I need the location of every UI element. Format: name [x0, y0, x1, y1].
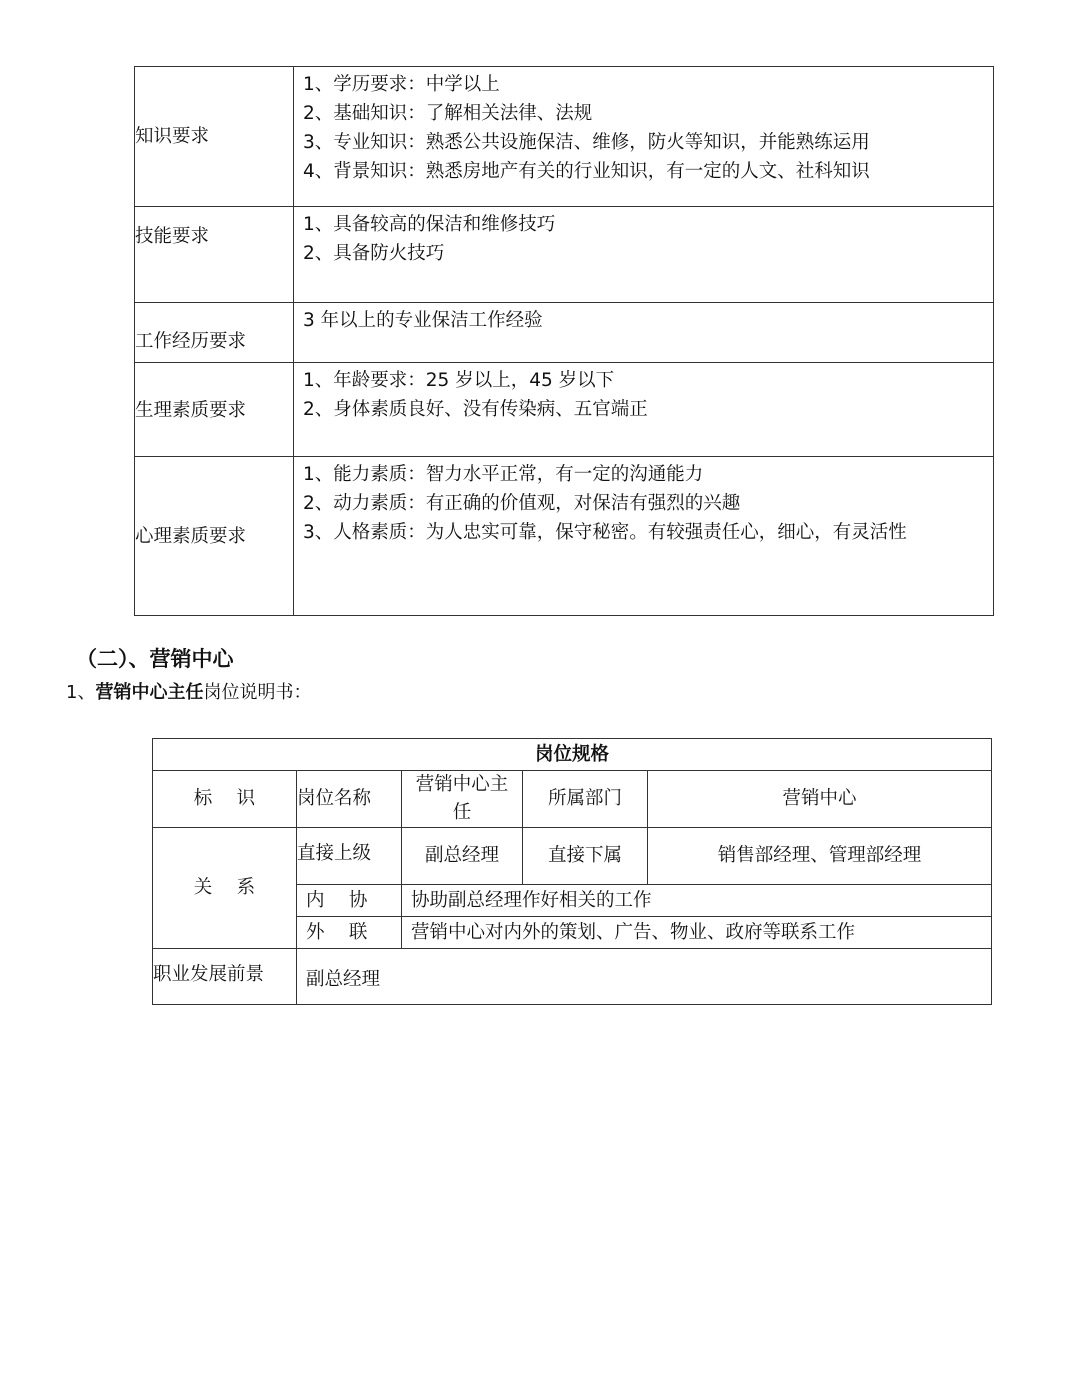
career-label: 职业发展前景 — [153, 949, 297, 1005]
spec-table — [152, 738, 992, 1005]
position-name-label: 岗位名称 — [297, 771, 402, 828]
table-row — [135, 67, 994, 207]
row-content-experience — [294, 303, 994, 363]
table-row — [135, 303, 994, 363]
superior-label: 直接上级 — [297, 828, 402, 885]
list-item: 1、能力素质：智力水平正常，有一定的沟通能力 — [303, 464, 704, 485]
section-heading: （二）、营销中心 — [76, 647, 234, 671]
department-value: 营销中心 — [648, 771, 992, 828]
row-label-skills: 技能要求 — [135, 207, 294, 303]
table-row — [135, 363, 994, 457]
row-content-physical — [294, 363, 994, 457]
list-item: 2、基础知识：了解相关法律、法规 — [303, 103, 593, 124]
requirements-table — [134, 66, 994, 616]
list-item: 2、身体素质良好、没有传染病、五官端正 — [303, 399, 648, 420]
department-label: 所属部门 — [523, 771, 648, 828]
table-row — [153, 949, 992, 1005]
row-label-physical: 生理素质要求 — [135, 363, 294, 457]
list-item: 1、具备较高的保洁和维修技巧 — [303, 214, 556, 235]
external-label: 外 联 — [297, 917, 402, 949]
subordinate-label: 直接下属 — [523, 828, 648, 885]
career-value: 副总经理 — [297, 949, 992, 1005]
sub-heading-suffix: 岗位说明书： — [203, 682, 312, 703]
sub-heading-bold: 营销中心主任 — [95, 682, 204, 703]
row-content-knowledge — [294, 67, 994, 207]
list-item: 1、年龄要求：25 岁以上，45 岁以下 — [303, 370, 615, 391]
subordinate-value: 销售部经理、管理部经理 — [648, 828, 992, 885]
spec-table-title: 岗位规格 — [153, 739, 992, 771]
list-item: 2、动力素质：有正确的价值观，对保洁有强烈的兴趣 — [303, 493, 741, 514]
external-value: 营销中心对内外的策划、广告、物业、政府等联系工作 — [402, 917, 992, 949]
list-item: 3、人格素质：为人忠实可靠，保守秘密。有较强责任心，细心，有灵活性 — [303, 522, 907, 543]
sub-heading — [66, 678, 311, 704]
identity-label: 标 识 — [153, 771, 297, 828]
row-content-skills — [294, 207, 994, 303]
relation-label: 关 系 — [153, 828, 297, 949]
sub-heading-prefix: 1、 — [66, 682, 96, 703]
internal-value: 协助副总经理作好相关的工作 — [402, 885, 992, 917]
table-row — [153, 828, 992, 885]
table-row — [135, 457, 994, 616]
row-label-psychological: 心理素质要求 — [135, 457, 294, 616]
row-content-psychological — [294, 457, 994, 616]
row-label-knowledge: 知识要求 — [135, 67, 294, 207]
table-row — [153, 739, 992, 771]
row-label-experience: 工作经历要求 — [135, 303, 294, 363]
table-row — [153, 771, 992, 828]
superior-value: 副总经理 — [402, 828, 523, 885]
position-name-value: 营销中心主任 — [402, 771, 523, 828]
list-item: 1、学历要求：中学以上 — [303, 74, 500, 95]
list-item: 3 年以上的专业保洁工作经验 — [303, 310, 543, 331]
list-item: 4、背景知识：熟悉房地产有关的行业知识，有一定的人文、社科知识 — [303, 161, 870, 182]
internal-label: 内 协 — [297, 885, 402, 917]
list-item: 2、具备防火技巧 — [303, 243, 445, 264]
table-row — [135, 207, 994, 303]
list-item: 3、专业知识：熟悉公共设施保洁、维修，防火等知识，并能熟练运用 — [303, 132, 870, 153]
